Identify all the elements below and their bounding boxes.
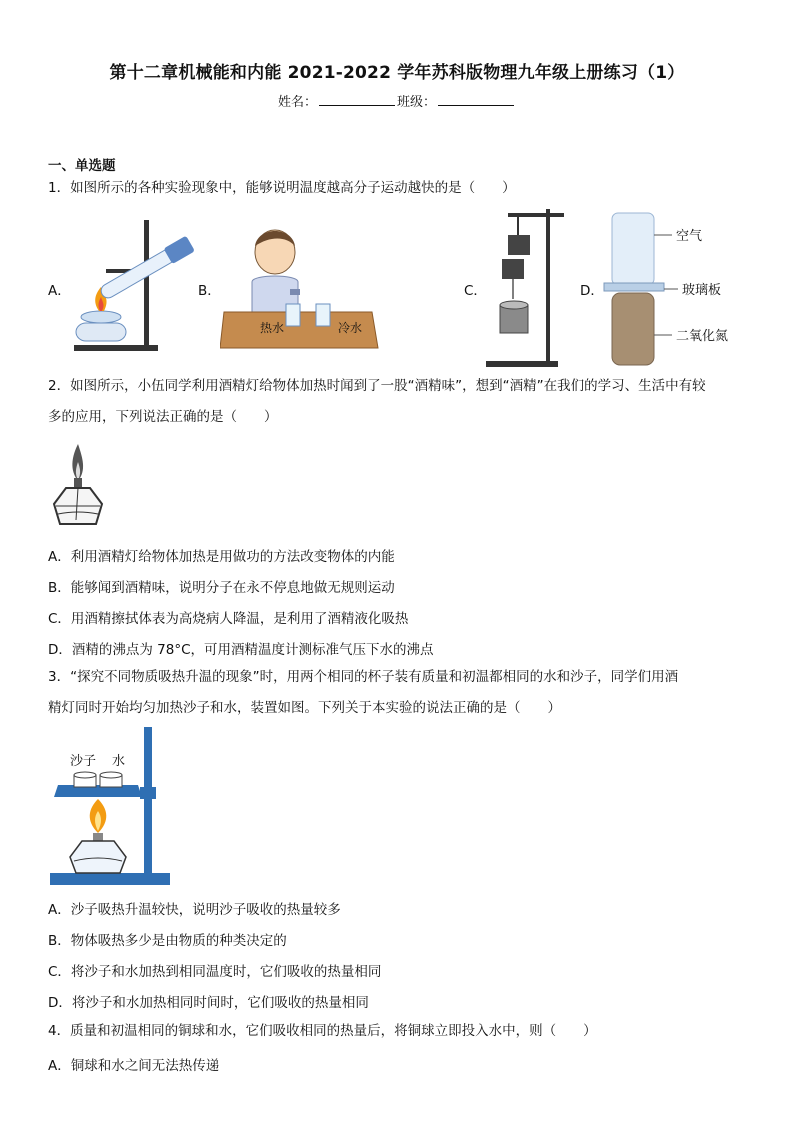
q1-fig-d-no2-label: 二氧化氮 <box>676 329 729 344</box>
q1-fig-b-hot-water-label: 热水 <box>260 321 285 335</box>
q1-figure-d-gas-diffusion <box>600 205 760 370</box>
q3-fig-water-label: 水 <box>112 754 126 769</box>
q3-option-c[interactable]: C．将沙子和水加热到相同温度时，它们吸收的热量相同 <box>48 964 382 980</box>
q3-option-b[interactable]: B．物体吸热多少是由物质的种类决定的 <box>48 933 287 949</box>
q3-option-a[interactable]: A．沙子吸热升温较快，说明沙子吸收的热量较多 <box>48 902 341 918</box>
q3-figure-sand-water-heating <box>46 725 176 890</box>
q4-option-a[interactable]: A．铜球和水之间无法热传递 <box>48 1058 220 1074</box>
page-title: 第十二章机械能和内能 2021-2022 学年苏科版物理九年级上册练习（1） <box>109 63 685 83</box>
q1-figure-a-test-tube-heating <box>66 215 206 355</box>
q2-option-a[interactable]: A．利用酒精灯给物体加热是用做功的方法改变物体的内能 <box>48 549 395 565</box>
class-label: 班级： <box>397 95 437 110</box>
question-2-stem-line1: 2．如图所示，小伍同学利用酒精灯给物体加热时闻到了一股“酒精味”，想到“酒精”在我们的学习、生活中有较 <box>48 378 706 394</box>
question-2-stem-line2: 多的应用，下列说法正确的是（ ） <box>48 409 278 425</box>
q2-option-c[interactable]: C．用酒精擦拭体表为高烧病人降温，是利用了酒精液化吸热 <box>48 611 409 627</box>
q1-figure-c-lead-blocks <box>484 205 574 370</box>
q3-fig-sand-label: 沙子 <box>70 754 97 769</box>
q1-option-b-label: B． <box>198 283 221 299</box>
class-blank[interactable] <box>438 93 514 106</box>
name-blank[interactable] <box>319 93 395 106</box>
q3-option-d[interactable]: D．将沙子和水加热相同时间时，它们吸收的热量相同 <box>48 995 369 1011</box>
question-3-stem-line1: 3．“探究不同物质吸热升温的现象”时，用两个相同的杯子装有质量和初温都相同的水和沙子，同学们用酒 <box>48 669 679 685</box>
question-3-stem-line2: 精灯同时开始均匀加热沙子和水，装置如图。下列关于本实验的说法正确的是（ ） <box>48 700 561 716</box>
q2-option-b[interactable]: B．能够闻到酒精味，说明分子在永不停息地做无规则运动 <box>48 580 395 596</box>
q1-fig-d-glass-label: 玻璃板 <box>682 283 722 298</box>
q1-fig-d-air-label: 空气 <box>676 229 703 244</box>
q1-option-c-label: C． <box>464 283 487 299</box>
name-label: 姓名： <box>277 95 317 110</box>
question-4-stem: 4．质量和初温相同的铜球和水，它们吸收相同的热量后，将铜球立即投入水中，则（ ） <box>48 1023 597 1039</box>
name-class-line <box>0 91 794 110</box>
section-heading: 一、单选题 <box>48 158 116 174</box>
q1-figure-b-boy-with-water <box>220 222 380 352</box>
question-1-stem: 1．如图所示的各种实验现象中，能够说明温度越高分子运动越快的是（ ） <box>48 180 516 196</box>
q1-fig-b-cold-water-label: 冷水 <box>338 321 363 335</box>
q1-option-a-label: A． <box>48 283 71 299</box>
q2-option-d[interactable]: D．酒精的沸点为 78°C，可用酒精温度计测标准气压下水的沸点 <box>48 642 434 658</box>
q1-option-d-label: D． <box>580 283 604 299</box>
q2-figure-alcohol-lamp <box>48 440 108 528</box>
